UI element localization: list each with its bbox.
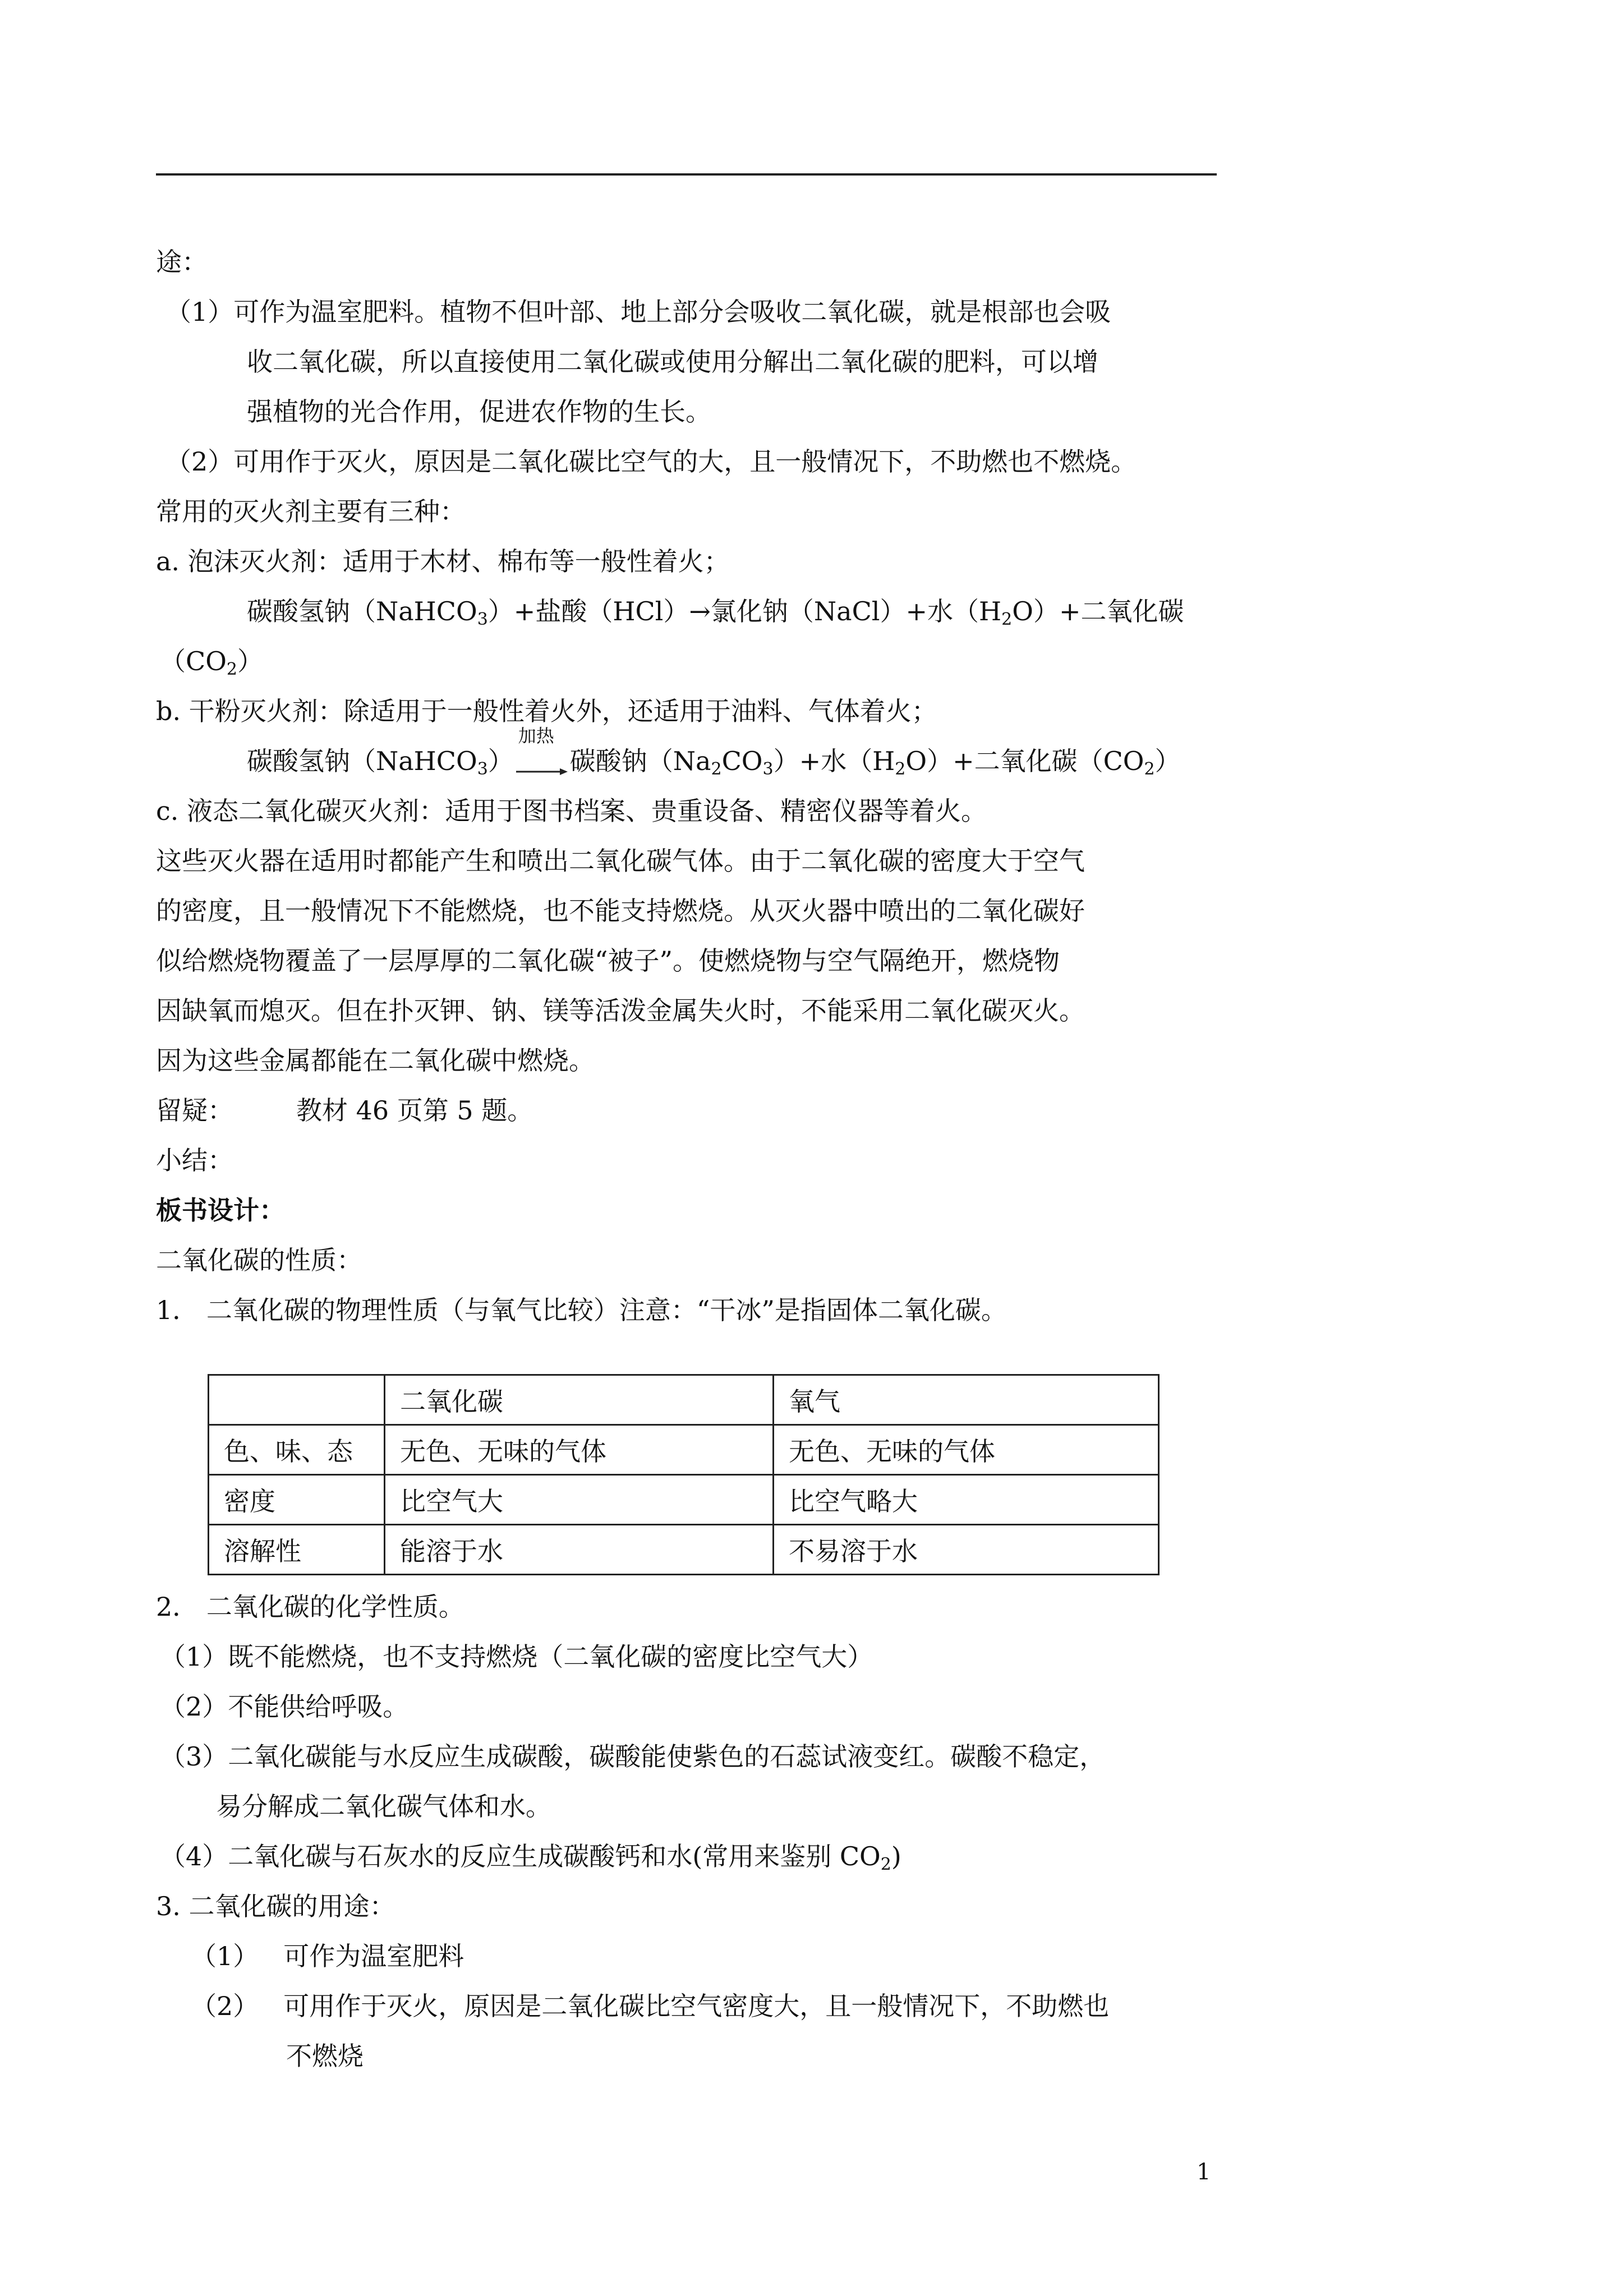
table-cell: 密度 xyxy=(209,1475,385,1525)
text-line: 2． 二氧化碳的化学性质。 xyxy=(156,1592,464,1622)
text-line: （2）可用作于灭火，原因是二氧化碳比空气的大，且一般情况下，不助燃也不燃烧。 xyxy=(165,446,1137,477)
text-line: （2）不能供给呼吸。 xyxy=(160,1691,409,1722)
table-row xyxy=(209,1425,1159,1475)
text-line: （1）既不能燃烧，也不支持燃烧（二氧化碳的密度比空气大） xyxy=(160,1642,873,1672)
text-line: 的密度，且一般情况下不能燃烧，也不能支持燃烧。从灭火器中喷出的二氧化碳好 xyxy=(156,896,1085,926)
equation-foam: 碳酸氢钠（NaHCO$_3$）+盐酸（HCl）→氯化钠（NaCl）+水$(H_2O)+$二氧化碳 xyxy=(247,596,1184,629)
text-line: a. 泡沫灭火剂：适用于木材、棉布等一般性着火； xyxy=(156,546,730,577)
table-cell: 比空气大 xyxy=(385,1475,774,1525)
text-line: （4）二氧化碳与石灰水的反应生成碳酸钙和水(常用来鉴别 $CO_2$) xyxy=(160,1841,901,1874)
table-cell: 不易溶于水 xyxy=(774,1525,1159,1575)
text-line: 因为这些金属都能在二氧化碳中燃烧。 xyxy=(156,1045,595,1076)
table-row xyxy=(209,1375,1159,1425)
table-cell: 二氧化碳 xyxy=(385,1375,774,1425)
text-line: 因缺氧而熄灭。但在扑灭钾、钠、镁等活泼金属失火时，不能采用二氧化碳灭火。 xyxy=(156,995,1085,1026)
properties-table xyxy=(208,1374,1160,1575)
text-line: 二氧化碳的性质： xyxy=(156,1245,362,1275)
text-line: 留疑： 教材 46 页第 5 题。 xyxy=(156,1095,533,1126)
text-line: 似给燃烧物覆盖了一层厚厚的二氧化碳“被子”。使燃烧物与空气隔绝开，燃烧物 xyxy=(156,946,1060,976)
text-line: 小结： xyxy=(156,1145,233,1175)
text-line: （1） 可作为温室肥料 xyxy=(191,1941,464,1971)
text-line: 这些灭火器在适用时都能产生和喷出二氧化碳气体。由于二氧化碳的密度大于空气 xyxy=(156,846,1085,876)
table-cell xyxy=(209,1375,385,1425)
section-heading: 板书设计： xyxy=(156,1195,285,1225)
text-line: 1． 二氧化碳的物理性质（与氧气比较）注意：“干冰”是指固体二氧化碳。 xyxy=(156,1295,1007,1325)
table-cell: 色、味、态 xyxy=(209,1425,385,1475)
text-line: 收二氧化碳，所以直接使用二氧化碳或使用分解出二氧化碳的肥料，可以增 xyxy=(247,347,1098,377)
table-cell: 氧气 xyxy=(774,1375,1159,1425)
text-line: 不燃烧 xyxy=(286,2041,364,2071)
table-cell: 无色、无味的气体 xyxy=(385,1425,774,1475)
header-rule xyxy=(156,173,1217,176)
text-line: （3）二氧化碳能与水反应生成碳酸，碳酸能使紫色的石蕊试液变红。碳酸不稳定， xyxy=(160,1741,1106,1772)
heat-arrow: 加热 xyxy=(514,750,570,776)
text-line: （2） 可用作于灭火，原因是二氧化碳比空气密度大，且一般情况下，不助燃也 xyxy=(191,1991,1110,2021)
arrow-icon xyxy=(514,750,570,776)
equation-powder: 碳酸氢钠（NaHCO$_3$） 加热 碳酸钠$(Na_2CO_3)+$水$(H_2O)+$二氧化碳$(CO_2)$ xyxy=(247,725,1181,779)
table-cell: 溶解性 xyxy=(209,1525,385,1575)
text-line: 易分解成二氧化碳气体和水。 xyxy=(216,1791,551,1822)
table-cell: 无色、无味的气体 xyxy=(774,1425,1159,1475)
table-row xyxy=(209,1475,1159,1525)
text-line: 途： xyxy=(156,247,208,277)
table-cell: 比空气略大 xyxy=(774,1475,1159,1525)
text-line: 强植物的光合作用，促进农作物的生长。 xyxy=(247,397,711,427)
text-line: 3. 二氧化碳的用途： xyxy=(156,1891,395,1921)
text-line: 常用的灭火剂主要有三种： xyxy=(156,496,466,527)
page-number: 1 xyxy=(1197,2159,1211,2185)
table-row xyxy=(209,1525,1159,1575)
table-cell: 能溶于水 xyxy=(385,1525,774,1575)
text-line: c. 液态二氧化碳灭火剂：适用于图书档案、贵重设备、精密仪器等着火。 xyxy=(156,796,987,826)
text-line: （1）可作为温室肥料。植物不但叶部、地上部分会吸收二氧化碳，就是根部也会吸 xyxy=(165,297,1111,327)
equation-foam-cont: $(CO_2)$ xyxy=(160,646,264,679)
text-line: b. 干粉灭火剂：除适用于一般性着火外，还适用于油料、气体着火； xyxy=(156,696,937,726)
